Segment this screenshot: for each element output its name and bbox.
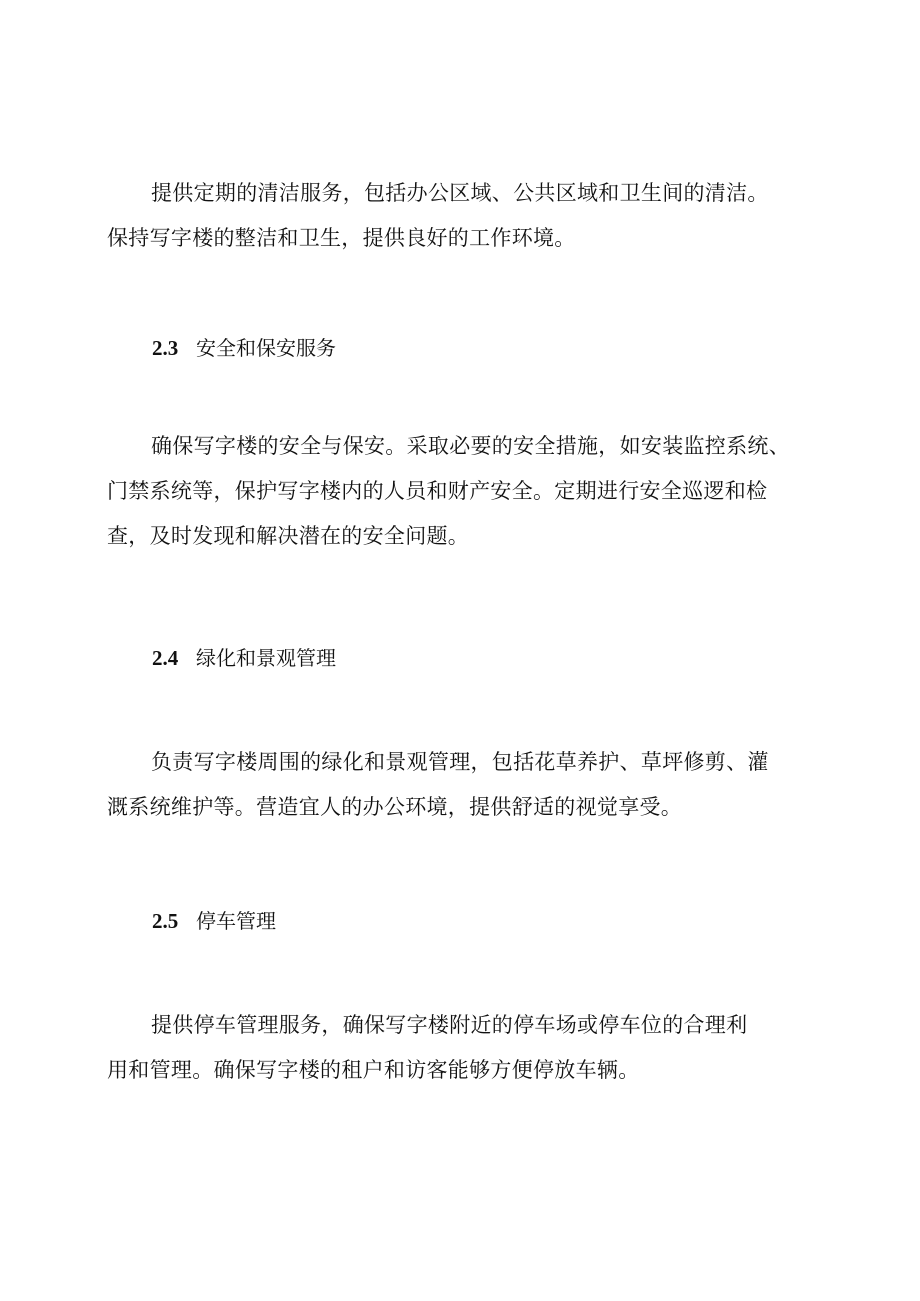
section-number: 2.3	[152, 336, 179, 360]
paragraph-line: 负责写字楼周围的绿化和景观管理，包括花草养护、草坪修剪、灌	[151, 750, 769, 774]
paragraph-line: 门禁系统等，保护写字楼内的人员和财产安全。定期进行安全巡逻和检	[107, 479, 768, 503]
paragraph-line: 提供停车管理服务，确保写字楼附近的停车场或停车位的合理利	[151, 1013, 748, 1037]
section-number: 2.4	[152, 646, 179, 670]
section-heading-2-5	[152, 906, 276, 936]
section-heading-2-3	[152, 333, 336, 363]
paragraph-landscaping	[107, 740, 837, 830]
paragraph-line: 用和管理。确保写字楼的租户和访客能够方便停放车辆。	[107, 1058, 640, 1082]
section-title: 绿化和景观管理	[196, 646, 336, 670]
paragraph-parking	[107, 1003, 837, 1093]
section-heading-2-4	[152, 643, 336, 673]
paragraph-line: 溉系统维护等。营造宜人的办公环境，提供舒适的视觉享受。	[107, 795, 683, 819]
paragraph-line: 提供定期的清洁服务，包括办公区域、公共区域和卫生间的清洁。	[151, 181, 769, 205]
section-number: 2.5	[152, 909, 179, 933]
paragraph-line: 确保写字楼的安全与保安。采取必要的安全措施，如安装监控系统、	[151, 434, 790, 458]
paragraph-security	[107, 424, 837, 559]
section-title: 停车管理	[196, 909, 276, 933]
paragraph-line: 保持写字楼的整洁和卫生，提供良好的工作环境。	[107, 226, 576, 250]
section-title: 安全和保安服务	[196, 336, 336, 360]
paragraph-cleaning	[107, 171, 837, 261]
paragraph-line: 查，及时发现和解决潜在的安全问题。	[107, 524, 470, 548]
